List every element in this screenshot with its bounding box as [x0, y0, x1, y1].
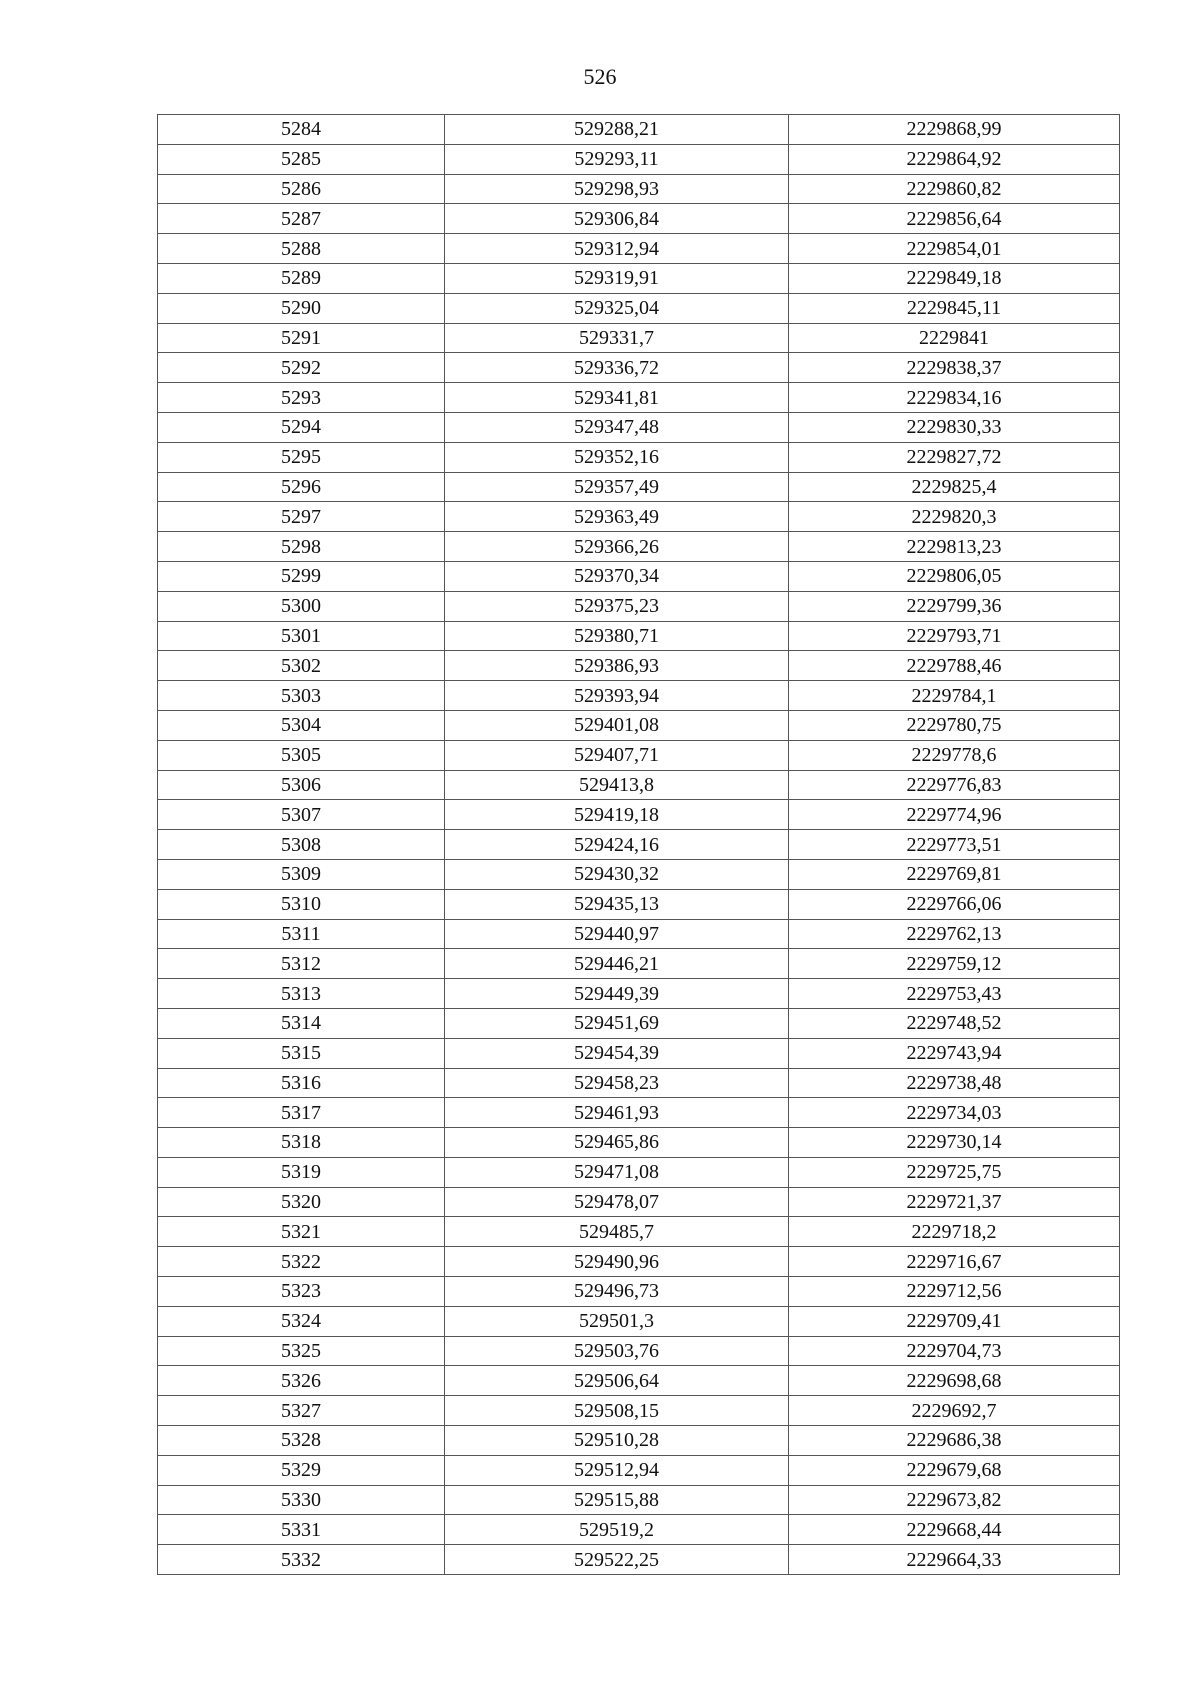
table-row: [158, 1396, 1120, 1426]
y-coordinate-cell: 2229709,41: [789, 1306, 1120, 1336]
point-number-cell: 5308: [158, 830, 445, 860]
point-number-cell: 5323: [158, 1277, 445, 1307]
x-coordinate-cell: 529401,08: [445, 710, 789, 740]
y-coordinate-cell: 2229738,48: [789, 1068, 1120, 1098]
point-number-cell: 5298: [158, 532, 445, 562]
point-number-cell: 5286: [158, 174, 445, 204]
coordinates-table-body: [158, 115, 1120, 1575]
point-number-cell: 5295: [158, 442, 445, 472]
x-coordinate-cell: 529380,71: [445, 621, 789, 651]
point-number-cell: 5301: [158, 621, 445, 651]
point-number-cell: 5312: [158, 949, 445, 979]
point-number-cell: 5287: [158, 204, 445, 234]
table-row: [158, 1098, 1120, 1128]
x-coordinate-cell: 529357,49: [445, 472, 789, 502]
x-coordinate-cell: 529449,39: [445, 979, 789, 1009]
x-coordinate-cell: 529451,69: [445, 1008, 789, 1038]
point-number-cell: 5328: [158, 1426, 445, 1456]
table-row: [158, 1128, 1120, 1158]
x-coordinate-cell: 529331,7: [445, 323, 789, 353]
table-row: [158, 651, 1120, 681]
table-row: [158, 1038, 1120, 1068]
x-coordinate-cell: 529485,7: [445, 1217, 789, 1247]
point-number-cell: 5311: [158, 919, 445, 949]
y-coordinate-cell: 2229673,82: [789, 1485, 1120, 1515]
y-coordinate-cell: 2229769,81: [789, 859, 1120, 889]
y-coordinate-cell: 2229748,52: [789, 1008, 1120, 1038]
y-coordinate-cell: 2229759,12: [789, 949, 1120, 979]
y-coordinate-cell: 2229834,16: [789, 383, 1120, 413]
point-number-cell: 5291: [158, 323, 445, 353]
table-row: [158, 591, 1120, 621]
table-row: [158, 1515, 1120, 1545]
y-coordinate-cell: 2229788,46: [789, 651, 1120, 681]
x-coordinate-cell: 529288,21: [445, 115, 789, 145]
point-number-cell: 5319: [158, 1157, 445, 1187]
x-coordinate-cell: 529522,25: [445, 1545, 789, 1575]
y-coordinate-cell: 2229725,75: [789, 1157, 1120, 1187]
point-number-cell: 5322: [158, 1247, 445, 1277]
x-coordinate-cell: 529298,93: [445, 174, 789, 204]
y-coordinate-cell: 2229856,64: [789, 204, 1120, 234]
point-number-cell: 5299: [158, 561, 445, 591]
point-number-cell: 5305: [158, 740, 445, 770]
y-coordinate-cell: 2229712,56: [789, 1277, 1120, 1307]
table-row: [158, 1426, 1120, 1456]
y-coordinate-cell: 2229716,67: [789, 1247, 1120, 1277]
table-row: [158, 1068, 1120, 1098]
table-row: [158, 115, 1120, 145]
y-coordinate-cell: 2229820,3: [789, 502, 1120, 532]
y-coordinate-cell: 2229830,33: [789, 412, 1120, 442]
point-number-cell: 5326: [158, 1366, 445, 1396]
y-coordinate-cell: 2229704,73: [789, 1336, 1120, 1366]
point-number-cell: 5285: [158, 144, 445, 174]
point-number-cell: 5297: [158, 502, 445, 532]
x-coordinate-cell: 529375,23: [445, 591, 789, 621]
y-coordinate-cell: 2229849,18: [789, 263, 1120, 293]
x-coordinate-cell: 529319,91: [445, 263, 789, 293]
point-number-cell: 5313: [158, 979, 445, 1009]
y-coordinate-cell: 2229780,75: [789, 710, 1120, 740]
y-coordinate-cell: 2229793,71: [789, 621, 1120, 651]
table-row: [158, 263, 1120, 293]
x-coordinate-cell: 529341,81: [445, 383, 789, 413]
point-number-cell: 5330: [158, 1485, 445, 1515]
x-coordinate-cell: 529510,28: [445, 1426, 789, 1456]
coordinates-table: [157, 114, 1120, 1575]
y-coordinate-cell: 2229813,23: [789, 532, 1120, 562]
table-row: [158, 174, 1120, 204]
x-coordinate-cell: 529424,16: [445, 830, 789, 860]
x-coordinate-cell: 529496,73: [445, 1277, 789, 1307]
table-row: [158, 859, 1120, 889]
table-row: [158, 1336, 1120, 1366]
y-coordinate-cell: 2229864,92: [789, 144, 1120, 174]
table-row: [158, 204, 1120, 234]
point-number-cell: 5306: [158, 770, 445, 800]
point-number-cell: 5331: [158, 1515, 445, 1545]
x-coordinate-cell: 529501,3: [445, 1306, 789, 1336]
x-coordinate-cell: 529293,11: [445, 144, 789, 174]
table-row: [158, 1157, 1120, 1187]
x-coordinate-cell: 529370,34: [445, 561, 789, 591]
point-number-cell: 5294: [158, 412, 445, 442]
x-coordinate-cell: 529393,94: [445, 681, 789, 711]
point-number-cell: 5318: [158, 1128, 445, 1158]
table-row: [158, 353, 1120, 383]
y-coordinate-cell: 2229721,37: [789, 1187, 1120, 1217]
table-row: [158, 1277, 1120, 1307]
x-coordinate-cell: 529435,13: [445, 889, 789, 919]
y-coordinate-cell: 2229753,43: [789, 979, 1120, 1009]
x-coordinate-cell: 529413,8: [445, 770, 789, 800]
y-coordinate-cell: 2229762,13: [789, 919, 1120, 949]
x-coordinate-cell: 529352,16: [445, 442, 789, 472]
point-number-cell: 5309: [158, 859, 445, 889]
x-coordinate-cell: 529465,86: [445, 1128, 789, 1158]
x-coordinate-cell: 529461,93: [445, 1098, 789, 1128]
x-coordinate-cell: 529446,21: [445, 949, 789, 979]
x-coordinate-cell: 529515,88: [445, 1485, 789, 1515]
y-coordinate-cell: 2229698,68: [789, 1366, 1120, 1396]
x-coordinate-cell: 529490,96: [445, 1247, 789, 1277]
y-coordinate-cell: 2229664,33: [789, 1545, 1120, 1575]
point-number-cell: 5325: [158, 1336, 445, 1366]
x-coordinate-cell: 529440,97: [445, 919, 789, 949]
y-coordinate-cell: 2229718,2: [789, 1217, 1120, 1247]
table-row: [158, 561, 1120, 591]
table-row: [158, 1455, 1120, 1485]
table-row: [158, 949, 1120, 979]
point-number-cell: 5307: [158, 800, 445, 830]
table-row: [158, 293, 1120, 323]
table-row: [158, 770, 1120, 800]
y-coordinate-cell: 2229784,1: [789, 681, 1120, 711]
x-coordinate-cell: 529336,72: [445, 353, 789, 383]
y-coordinate-cell: 2229778,6: [789, 740, 1120, 770]
point-number-cell: 5289: [158, 263, 445, 293]
x-coordinate-cell: 529478,07: [445, 1187, 789, 1217]
point-number-cell: 5329: [158, 1455, 445, 1485]
y-coordinate-cell: 2229838,37: [789, 353, 1120, 383]
x-coordinate-cell: 529454,39: [445, 1038, 789, 1068]
table-row: [158, 383, 1120, 413]
y-coordinate-cell: 2229841: [789, 323, 1120, 353]
table-row: [158, 740, 1120, 770]
x-coordinate-cell: 529471,08: [445, 1157, 789, 1187]
table-row: [158, 681, 1120, 711]
y-coordinate-cell: 2229692,7: [789, 1396, 1120, 1426]
table-row: [158, 1545, 1120, 1575]
table-row: [158, 1008, 1120, 1038]
point-number-cell: 5324: [158, 1306, 445, 1336]
x-coordinate-cell: 529325,04: [445, 293, 789, 323]
table-row: [158, 800, 1120, 830]
table-row: [158, 144, 1120, 174]
y-coordinate-cell: 2229825,4: [789, 472, 1120, 502]
x-coordinate-cell: 529312,94: [445, 234, 789, 264]
table-row: [158, 532, 1120, 562]
y-coordinate-cell: 2229734,03: [789, 1098, 1120, 1128]
table-row: [158, 1187, 1120, 1217]
point-number-cell: 5296: [158, 472, 445, 502]
y-coordinate-cell: 2229773,51: [789, 830, 1120, 860]
point-number-cell: 5332: [158, 1545, 445, 1575]
point-number-cell: 5293: [158, 383, 445, 413]
x-coordinate-cell: 529506,64: [445, 1366, 789, 1396]
y-coordinate-cell: 2229854,01: [789, 234, 1120, 264]
page-number: 526: [583, 64, 617, 89]
x-coordinate-cell: 529458,23: [445, 1068, 789, 1098]
point-number-cell: 5302: [158, 651, 445, 681]
table-row: [158, 1306, 1120, 1336]
table-row: [158, 979, 1120, 1009]
table-row: [158, 502, 1120, 532]
x-coordinate-cell: 529430,32: [445, 859, 789, 889]
x-coordinate-cell: 529512,94: [445, 1455, 789, 1485]
point-number-cell: 5284: [158, 115, 445, 145]
y-coordinate-cell: 2229827,72: [789, 442, 1120, 472]
y-coordinate-cell: 2229743,94: [789, 1038, 1120, 1068]
y-coordinate-cell: 2229730,14: [789, 1128, 1120, 1158]
point-number-cell: 5304: [158, 710, 445, 740]
table-row: [158, 472, 1120, 502]
point-number-cell: 5327: [158, 1396, 445, 1426]
y-coordinate-cell: 2229799,36: [789, 591, 1120, 621]
point-number-cell: 5300: [158, 591, 445, 621]
x-coordinate-cell: 529508,15: [445, 1396, 789, 1426]
x-coordinate-cell: 529519,2: [445, 1515, 789, 1545]
point-number-cell: 5288: [158, 234, 445, 264]
point-number-cell: 5317: [158, 1098, 445, 1128]
x-coordinate-cell: 529407,71: [445, 740, 789, 770]
y-coordinate-cell: 2229845,11: [789, 293, 1120, 323]
x-coordinate-cell: 529366,26: [445, 532, 789, 562]
table-row: [158, 889, 1120, 919]
point-number-cell: 5316: [158, 1068, 445, 1098]
table-row: [158, 710, 1120, 740]
y-coordinate-cell: 2229774,96: [789, 800, 1120, 830]
table-row: [158, 1217, 1120, 1247]
point-number-cell: 5321: [158, 1217, 445, 1247]
x-coordinate-cell: 529306,84: [445, 204, 789, 234]
point-number-cell: 5310: [158, 889, 445, 919]
x-coordinate-cell: 529347,48: [445, 412, 789, 442]
table-row: [158, 1485, 1120, 1515]
y-coordinate-cell: 2229766,06: [789, 889, 1120, 919]
x-coordinate-cell: 529386,93: [445, 651, 789, 681]
y-coordinate-cell: 2229686,38: [789, 1426, 1120, 1456]
y-coordinate-cell: 2229668,44: [789, 1515, 1120, 1545]
y-coordinate-cell: 2229679,68: [789, 1455, 1120, 1485]
table-row: [158, 621, 1120, 651]
y-coordinate-cell: 2229806,05: [789, 561, 1120, 591]
table-row: [158, 442, 1120, 472]
x-coordinate-cell: 529503,76: [445, 1336, 789, 1366]
point-number-cell: 5315: [158, 1038, 445, 1068]
x-coordinate-cell: 529363,49: [445, 502, 789, 532]
point-number-cell: 5292: [158, 353, 445, 383]
y-coordinate-cell: 2229860,82: [789, 174, 1120, 204]
x-coordinate-cell: 529419,18: [445, 800, 789, 830]
y-coordinate-cell: 2229868,99: [789, 115, 1120, 145]
table-row: [158, 1247, 1120, 1277]
table-row: [158, 830, 1120, 860]
point-number-cell: 5320: [158, 1187, 445, 1217]
table-row: [158, 919, 1120, 949]
point-number-cell: 5303: [158, 681, 445, 711]
table-row: [158, 234, 1120, 264]
table-row: [158, 1366, 1120, 1396]
table-row: [158, 323, 1120, 353]
point-number-cell: 5290: [158, 293, 445, 323]
table-row: [158, 412, 1120, 442]
point-number-cell: 5314: [158, 1008, 445, 1038]
y-coordinate-cell: 2229776,83: [789, 770, 1120, 800]
